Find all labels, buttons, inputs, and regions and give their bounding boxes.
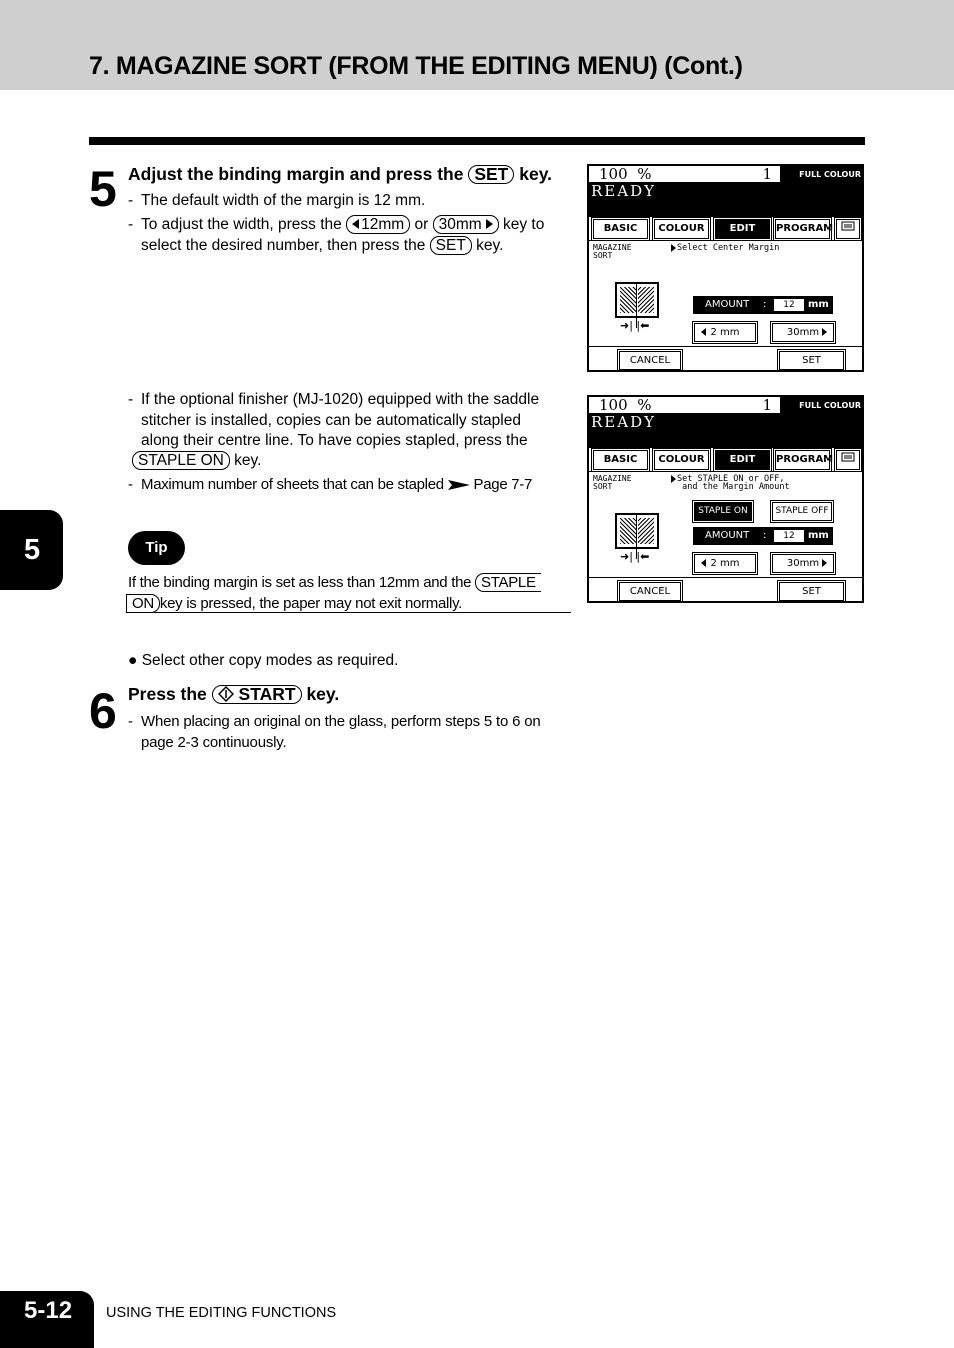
- menu-grid-icon: [841, 452, 855, 462]
- message-text: and the Margin Amount: [682, 482, 790, 492]
- page-title: 7. MAGAZINE SORT (FROM THE EDITING MENU) (Cont.): [89, 52, 743, 80]
- panel-divider: [589, 471, 862, 472]
- bullet-text: To adjust the width, press the: [141, 216, 342, 233]
- amount-colon: :: [763, 530, 767, 541]
- chapter-tab: [0, 510, 63, 590]
- button-label: 2 mm: [710, 327, 740, 338]
- amount-unit: mm: [808, 530, 829, 541]
- left-arrow-icon: [701, 328, 706, 336]
- step-6-heading-text: Press the: [128, 684, 207, 704]
- amount-unit: mm: [808, 299, 829, 310]
- tip-text-line: If the binding margin is set as less than 12mm and the: [128, 574, 472, 591]
- book-illustration: [615, 513, 659, 549]
- bullet-text: key to: [502, 216, 545, 233]
- staple-off-button[interactable]: STAPLE OFF: [772, 502, 832, 521]
- tab-colour[interactable]: COLOUR: [654, 450, 709, 470]
- tab-menu-icon[interactable]: [836, 219, 860, 239]
- tab-program[interactable]: PROGRAM: [775, 450, 830, 470]
- tab-basic[interactable]: BASIC: [593, 219, 648, 239]
- set-key: SET: [430, 236, 472, 255]
- staple-key-part1: STAPLE: [475, 573, 541, 592]
- menu-grid-icon: [841, 221, 855, 231]
- key-label: 30mm: [438, 216, 482, 233]
- panel-tabs: [591, 450, 860, 470]
- amount-value: 12: [774, 530, 804, 542]
- 30mm-key: [433, 215, 499, 234]
- start-key: [212, 685, 302, 704]
- panel-message: [677, 475, 857, 491]
- bullet-dot-icon: ●: [128, 652, 138, 669]
- lcd-panel-margin: [587, 164, 864, 372]
- staple-on-key: STAPLE ON: [132, 451, 230, 470]
- staple-on-button[interactable]: STAPLE ON: [694, 502, 752, 521]
- copy-count: 1: [762, 396, 772, 414]
- amount-label: AMOUNT: [705, 530, 750, 541]
- set-button[interactable]: SET: [779, 582, 844, 601]
- tip-underline: [128, 612, 571, 613]
- mode-text: MAGAZINE: [593, 474, 632, 483]
- left-triangle-icon: [352, 219, 359, 229]
- button-label: 30mm: [786, 327, 820, 338]
- tip-badge: Tip: [128, 531, 185, 565]
- step-5-bullet-3-cont: [132, 451, 261, 472]
- message-text: Set STAPLE ON or OFF,: [677, 474, 785, 484]
- mode-text: MAGAZINE: [593, 243, 632, 252]
- right-triangle-icon: [486, 219, 493, 229]
- step-6-bullet: - When placing an original on the glass, perform steps 5 to 6 on page 2-3 continuously.: [128, 713, 541, 751]
- section-rule: [89, 137, 865, 145]
- mode-label: [593, 475, 653, 491]
- step-5-bullet-4: - Maximum number of sheets that can be stapled Page 7-7: [128, 476, 533, 493]
- margin-arrows-icon: ➜| |⬅: [620, 319, 650, 332]
- bullet-text: key.: [234, 452, 262, 469]
- button-label: 2 mm: [710, 558, 740, 569]
- bullet-text: When placing an original on the glass, perform steps 5 to 6 on: [141, 713, 541, 730]
- key-label: START: [238, 684, 296, 704]
- bullet-text: stitcher is installed, copies can be automatically stapled: [141, 411, 521, 429]
- page-header: [0, 0, 954, 90]
- 2mm-button[interactable]: [694, 323, 756, 342]
- panel-divider: [589, 240, 862, 241]
- tab-colour[interactable]: COLOUR: [654, 219, 709, 239]
- staple-key-part2: ON: [126, 594, 160, 613]
- zoom-number: 100: [599, 396, 628, 414]
- note-text: Select other copy modes as required.: [141, 652, 399, 669]
- 30mm-button[interactable]: [772, 554, 834, 573]
- 12mm-key: [346, 215, 410, 234]
- right-arrow-icon: [822, 559, 827, 567]
- step-5-bullet-3: - If the optional finisher (MJ-1020) equipped with the saddle stitcher is installed, copies can be automatically stapled along their centre line. To have copies stapled, press the: [128, 391, 540, 449]
- amount-label: AMOUNT: [705, 299, 750, 310]
- step-5-heading-text: Adjust the binding margin and press the: [128, 164, 464, 184]
- amount-display: [693, 527, 833, 545]
- zoom-unit: %: [637, 396, 652, 414]
- 2mm-button[interactable]: [694, 554, 756, 573]
- panel-status-area: [589, 166, 862, 217]
- tab-edit[interactable]: EDIT: [715, 219, 770, 239]
- step-number-6: 6: [89, 683, 117, 739]
- ready-status: READY: [591, 182, 657, 200]
- footer-section-title: USING THE EDITING FUNCTIONS: [106, 1305, 337, 1321]
- button-label: 30mm: [786, 558, 820, 569]
- zoom-number: 100: [599, 165, 628, 183]
- tab-basic[interactable]: BASIC: [593, 450, 648, 470]
- panel-tabs: [591, 219, 860, 239]
- tip-text: [128, 573, 573, 614]
- start-diamond-icon: [218, 686, 234, 702]
- book-illustration: [615, 282, 659, 318]
- panel-divider: [589, 577, 862, 578]
- lcd-panel-staple: [587, 395, 864, 603]
- step-5-bullet-2: - To adjust the width, press the 12mm or 30mm key to select the desired number, then press the SET key.: [128, 216, 545, 254]
- mode-text: SORT: [593, 251, 613, 260]
- amount-display: [693, 296, 833, 314]
- bullet-text: The default width of the margin is 12 mm.: [141, 192, 426, 209]
- set-key: SET: [468, 165, 514, 184]
- bullet-text: along their centre line. To have copies stapled, press the: [141, 432, 528, 449]
- cancel-button[interactable]: CANCEL: [619, 351, 681, 370]
- amount-colon: :: [763, 299, 767, 310]
- tab-menu-icon[interactable]: [836, 450, 860, 470]
- zoom-unit: %: [637, 165, 652, 183]
- chapter-number: 5: [24, 534, 41, 566]
- 30mm-button[interactable]: [772, 323, 834, 342]
- ready-status: READY: [591, 413, 657, 431]
- tab-program[interactable]: PROGRAM: [775, 219, 830, 239]
- other-modes-note: [128, 651, 398, 672]
- step-number-5: 5: [89, 161, 117, 217]
- margin-arrows-icon: ➜| |⬅: [620, 550, 650, 563]
- bullet-text: select the desired number, then press the: [141, 236, 426, 254]
- page-number: 5-12: [24, 1297, 73, 1324]
- zoom-value: [599, 397, 651, 413]
- panel-message: Select Center Margin: [677, 244, 857, 252]
- step-5-heading-end: key.: [519, 164, 553, 184]
- copy-count: 1: [762, 165, 772, 183]
- step-5-heading: [128, 164, 552, 185]
- step-6-heading: [128, 684, 339, 705]
- mode-label: [593, 244, 653, 260]
- bullet-text: Maximum number of sheets that can be stapled: [141, 476, 444, 493]
- right-arrow-icon: [822, 328, 827, 336]
- tab-edit[interactable]: EDIT: [715, 450, 770, 470]
- bullet-text: key.: [476, 236, 504, 254]
- arrow-pointer-icon: [448, 480, 470, 490]
- mode-text: SORT: [593, 482, 613, 491]
- key-label: 12mm: [361, 216, 405, 233]
- zoom-display: [589, 397, 780, 413]
- tip-text-line: key is pressed, the paper may not exit normally.: [159, 594, 463, 612]
- step-6-heading-end: key.: [306, 684, 340, 704]
- panel-status-area: [589, 397, 862, 448]
- set-button[interactable]: SET: [779, 351, 844, 370]
- cancel-button[interactable]: CANCEL: [619, 582, 681, 601]
- page-number-tab: [0, 1291, 94, 1348]
- zoom-value: [599, 166, 651, 182]
- bullet-text: page 2-3 continuously.: [141, 733, 287, 751]
- zoom-display: [589, 166, 780, 182]
- colour-mode: FULL COLOUR: [799, 401, 861, 410]
- panel-divider: [589, 346, 862, 347]
- colour-mode: FULL COLOUR: [799, 170, 861, 179]
- step-5-bullet-1: - The default width of the margin is 12 mm.: [128, 192, 426, 209]
- bullet-text: or: [414, 216, 429, 233]
- bullet-text: If the optional finisher (MJ-1020) equipped with the saddle: [141, 391, 540, 408]
- amount-value: 12: [774, 299, 804, 311]
- page-reference: Page 7-7: [473, 476, 533, 493]
- left-arrow-icon: [701, 559, 706, 567]
